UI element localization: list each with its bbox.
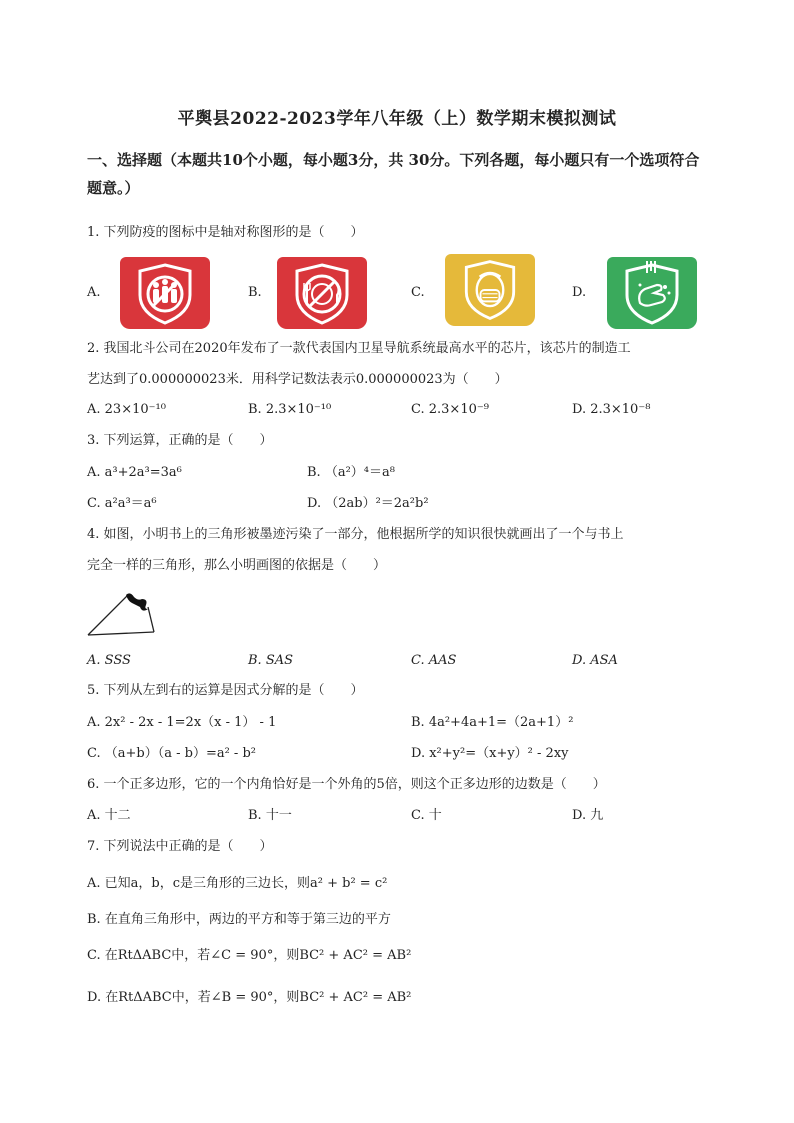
question-2-stem-line1: 2. 我国北斗公司在2020年发布了一款代表国内卫星导航系统最高水平的芯片，该芯片的制造工 — [87, 341, 631, 356]
q1-option-c-label: C. — [411, 285, 425, 300]
page-title: 平舆县2022-2023学年八年级（上）数学期末模拟测试 — [177, 109, 617, 129]
question-5-stem: 5. 下列从左到右的运算是因式分解的是（ ） — [87, 683, 364, 698]
q2-option-c: C. 2.3×10⁻⁹ — [411, 402, 489, 417]
q5-option-b: B. 4a²+4a+1=（2a+1）² — [411, 715, 574, 730]
q7-option-d: D. 在RtΔABC中，若∠B = 90°，则BC² + AC² = AB² — [87, 990, 412, 1005]
q5-option-d: D. x²+y²=（x+y）² - 2xy — [411, 746, 569, 761]
q4-option-c: C. AAS — [411, 653, 457, 668]
q7-option-b: B. 在直角三角形中，两边的平方和等于第三边的平方 — [87, 912, 391, 927]
mask-icon — [445, 254, 535, 326]
q1-option-b-label: B. — [248, 285, 262, 300]
q4-option-a: A. SSS — [87, 653, 131, 668]
question-1-stem: 1. 下列防疫的图标中是轴对称图形的是（ ） — [87, 225, 364, 240]
q7-option-a: A. 已知a，b，c是三角形的三边长，则a² + b² = c² — [87, 876, 388, 891]
q6-option-d: D. 九 — [572, 808, 604, 823]
q1-option-a-label: A. — [87, 285, 101, 300]
question-4-stem-line2: 完全一样的三角形，那么小明画图的依据是（ ） — [87, 558, 387, 573]
q3-option-b: B. （a²）⁴＝a⁸ — [307, 465, 395, 480]
no-dining-icon — [277, 257, 367, 329]
q6-option-c: C. 十 — [411, 808, 442, 823]
q6-option-b: B. 十一 — [248, 808, 292, 823]
crowd-prohibited-icon — [120, 257, 210, 329]
q2-option-d: D. 2.3×10⁻⁸ — [572, 402, 651, 417]
hand-wash-icon — [607, 257, 697, 329]
question-2-stem-line2: 艺达到了0.000000023米．用科学记数法表示0.000000023为（ ） — [87, 372, 508, 387]
question-3-stem: 3. 下列运算，正确的是（ ） — [87, 433, 273, 448]
q2-option-a: A. 23×10⁻¹⁰ — [87, 402, 166, 417]
q3-option-c: C. a²a³＝a⁶ — [87, 496, 157, 511]
q5-option-a: A. 2x² - 2x - 1=2x（x - 1） - 1 — [87, 715, 277, 730]
q3-option-a: A. a³+2a³=3a⁶ — [87, 465, 182, 480]
q2-option-b: B. 2.3×10⁻¹⁰ — [248, 402, 332, 417]
question-4-stem-line1: 4. 如图，小明书上的三角形被墨迹污染了一部分，他根据所学的知识很快就画出了一个与书上 — [87, 527, 624, 542]
q4-option-b: B. SAS — [248, 653, 294, 668]
q5-option-c: C. （a+b）（a - b）=a² - b² — [87, 746, 256, 761]
q3-option-d: D. （2ab）²＝2a²b² — [307, 496, 429, 511]
q4-option-d: D. ASA — [572, 653, 618, 668]
q1-option-d-label: D. — [572, 285, 587, 300]
q7-option-c: C. 在RtΔABC中，若∠C = 90°，则BC² + AC² = AB² — [87, 948, 412, 963]
question-6-stem: 6. 一个正多边形，它的一个内角恰好是一个外角的5倍，则这个正多边形的边数是（ ） — [87, 777, 606, 792]
q6-option-a: A. 十二 — [87, 808, 131, 823]
smudged-triangle-figure — [86, 591, 156, 637]
section-heading: 一、选择题（本题共10个小题，每小题3分，共 30分。下列各题，每小题只有一个选项符合题意。） — [87, 151, 700, 197]
question-7-stem: 7. 下列说法中正确的是（ ） — [87, 839, 273, 854]
